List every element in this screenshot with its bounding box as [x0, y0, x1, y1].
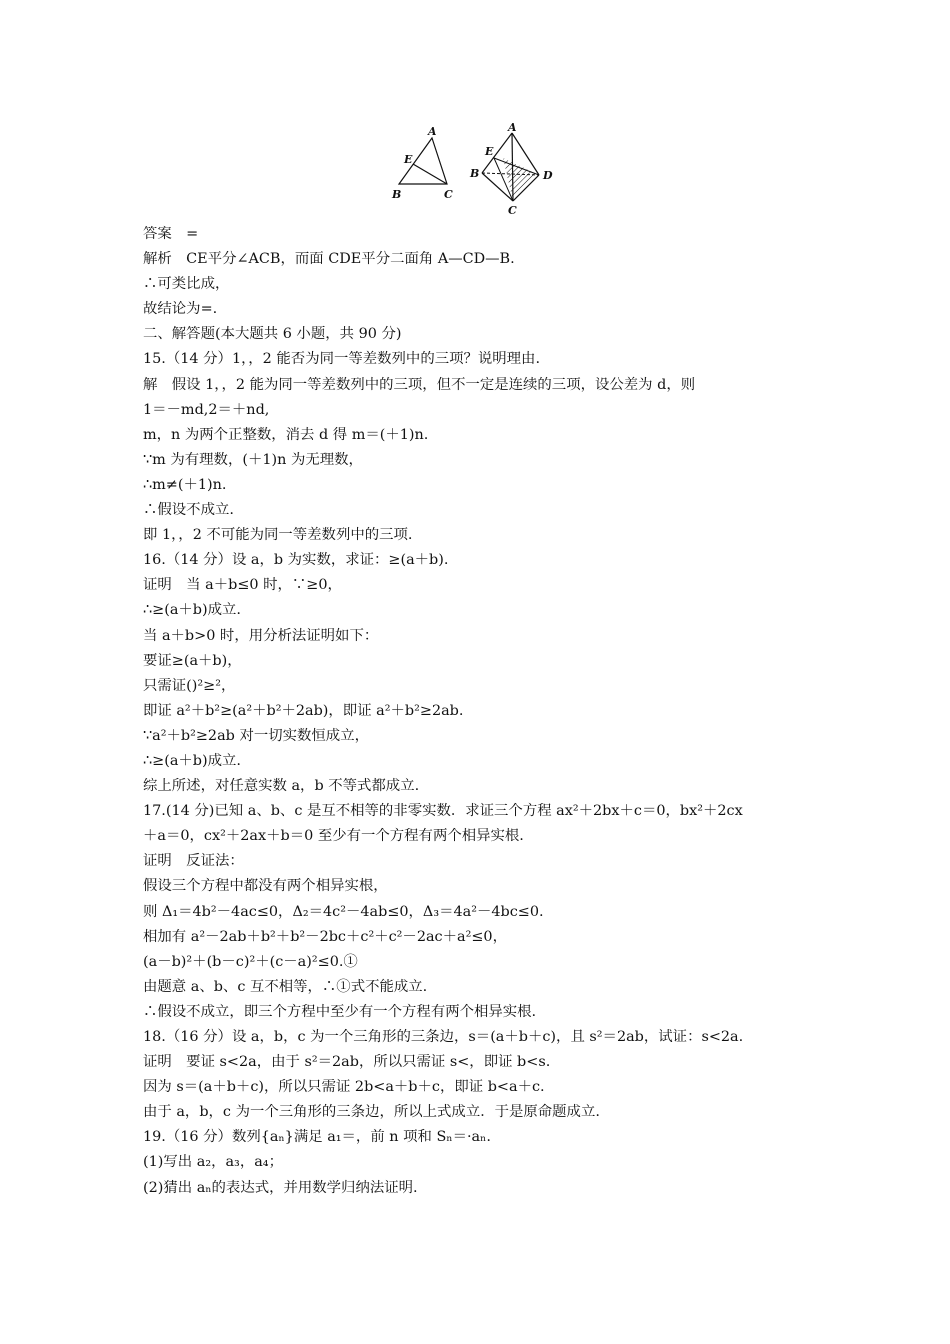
text-line: 故结论为=.	[143, 301, 218, 318]
analysis-line: 解析 CE平分∠ACB，而面 CDE平分二面角 A—CD—B.	[143, 251, 515, 268]
text-line: 证明 反证法：	[143, 853, 244, 870]
text-line: 要证≥(a＋b)，	[143, 652, 242, 669]
label-e-left: E	[404, 153, 413, 166]
text-line: 即 1，，2 不可能为同一等差数列中的三项.	[143, 527, 413, 544]
triangle-and-tetrahedron-diagram	[386, 118, 566, 220]
text-line: 解 假设 1，，2 能为同一等差数列中的三项，但不一定是连续的三项，设公差为 d，则	[143, 376, 696, 393]
question-15: 15.（14 分）1，，2 能否为同一等差数列中的三项？说明理由.	[143, 351, 541, 368]
label-d-right: D	[543, 169, 553, 182]
section-heading: 二、解答题(本大题共 6 小题，共 90 分)	[143, 326, 402, 343]
text-line: 因为 s＝(a＋b＋c)，所以只需证 2b<a＋b＋c，即证 b<a＋c.	[143, 1079, 545, 1096]
text-line: ＋a＝0，cx²＋2ax＋b＝0 至少有一个方程有两个相异实根.	[143, 828, 524, 845]
text-line: 当 a＋b>0 时，用分析法证明如下：	[143, 627, 379, 644]
label-a-right: A	[508, 121, 517, 134]
text-line: 只需证()²≥²，	[143, 677, 236, 694]
text-line: 即证 a²＋b²≥(a²＋b²＋2ab)，即证 a²＋b²≥2ab.	[143, 702, 464, 719]
text-line: (2)猜出 aₙ的表达式，并用数学归纳法证明.	[143, 1179, 418, 1196]
tetrahedron-abcd	[482, 133, 539, 201]
text-line: ∴假设不成立，即三个方程中至少有一个方程有两个相异实根.	[143, 1003, 537, 1020]
answer-line: 答案 =	[143, 226, 199, 242]
text-line: ∴≥(a＋b)成立.	[143, 602, 241, 619]
text-line: 则 Δ₁＝4b²－4ac≤0，Δ₂＝4c²－4ab≤0，Δ₃＝4a²－4bc≤0.	[143, 903, 544, 920]
label-c-right: C	[508, 204, 517, 217]
text-line: ∴≥(a＋b)成立.	[143, 752, 241, 769]
text-line: 由于 a，b，c 为一个三角形的三条边，所以上式成立．于是原命题成立.	[143, 1104, 600, 1121]
text-line: ∴可类比成，	[143, 276, 230, 293]
label-c-left: C	[444, 188, 453, 201]
document-body	[143, 222, 823, 1201]
text-line: m，n 为两个正整数，消去 d 得 m＝(＋1)n.	[143, 426, 429, 443]
geometry-figure	[386, 118, 566, 220]
question-16: 16.（14 分）设 a，b 为实数，求证：≥(a＋b).	[143, 552, 449, 569]
text-line: 证明 当 a＋b≤0 时，∵≥0，	[143, 577, 342, 594]
label-b-right: B	[470, 167, 480, 180]
text-line: ∴m≠(＋1)n.	[143, 476, 227, 493]
text-line: 综上所述，对任意实数 a，b 不等式都成立.	[143, 778, 420, 795]
label-a-left: A	[428, 125, 437, 138]
label-e-right: E	[485, 145, 494, 158]
text-line: ∴假设不成立.	[143, 502, 234, 519]
question-17: 17.(14 分)已知 a、b、c 是互不相等的非零实数．求证三个方程 ax²＋2bx＋c＝0，bx²＋2cx	[143, 803, 743, 820]
text-line: (a－b)²＋(b－c)²＋(c－a)²≤0.①	[143, 953, 358, 970]
label-b-left: B	[392, 188, 402, 201]
text-line: ∵m 为有理数，(＋1)n 为无理数，	[143, 451, 363, 468]
text-line: 1＝－md,2＝＋nd,	[143, 401, 270, 418]
text-line: ∵a²＋b²≥2ab 对一切实数恒成立，	[143, 727, 369, 744]
question-18: 18.（16 分）设 a，b，c 为一个三角形的三条边，s＝(a＋b＋c)，且 s²＝2ab，试证：s<2a.	[143, 1029, 744, 1045]
text-line: 由题意 a、b、c 互不相等，∴①式不能成立.	[143, 978, 428, 995]
text-line: 假设三个方程中都没有两个相异实根，	[143, 878, 388, 895]
text-line: (1)写出 a₂，a₃，a₄；	[143, 1154, 283, 1171]
text-line: 相加有 a²－2ab＋b²＋b²－2bc＋c²＋c²－2ac＋a²≤0，	[143, 928, 507, 945]
question-19: 19.（16 分）数列{aₙ}满足 a₁＝，前 n 项和 Sₙ＝·aₙ.	[143, 1129, 491, 1146]
text-line: 证明 要证 s<2a，由于 s²＝2ab，所以只需证 s<，即证 b<s.	[143, 1054, 551, 1071]
